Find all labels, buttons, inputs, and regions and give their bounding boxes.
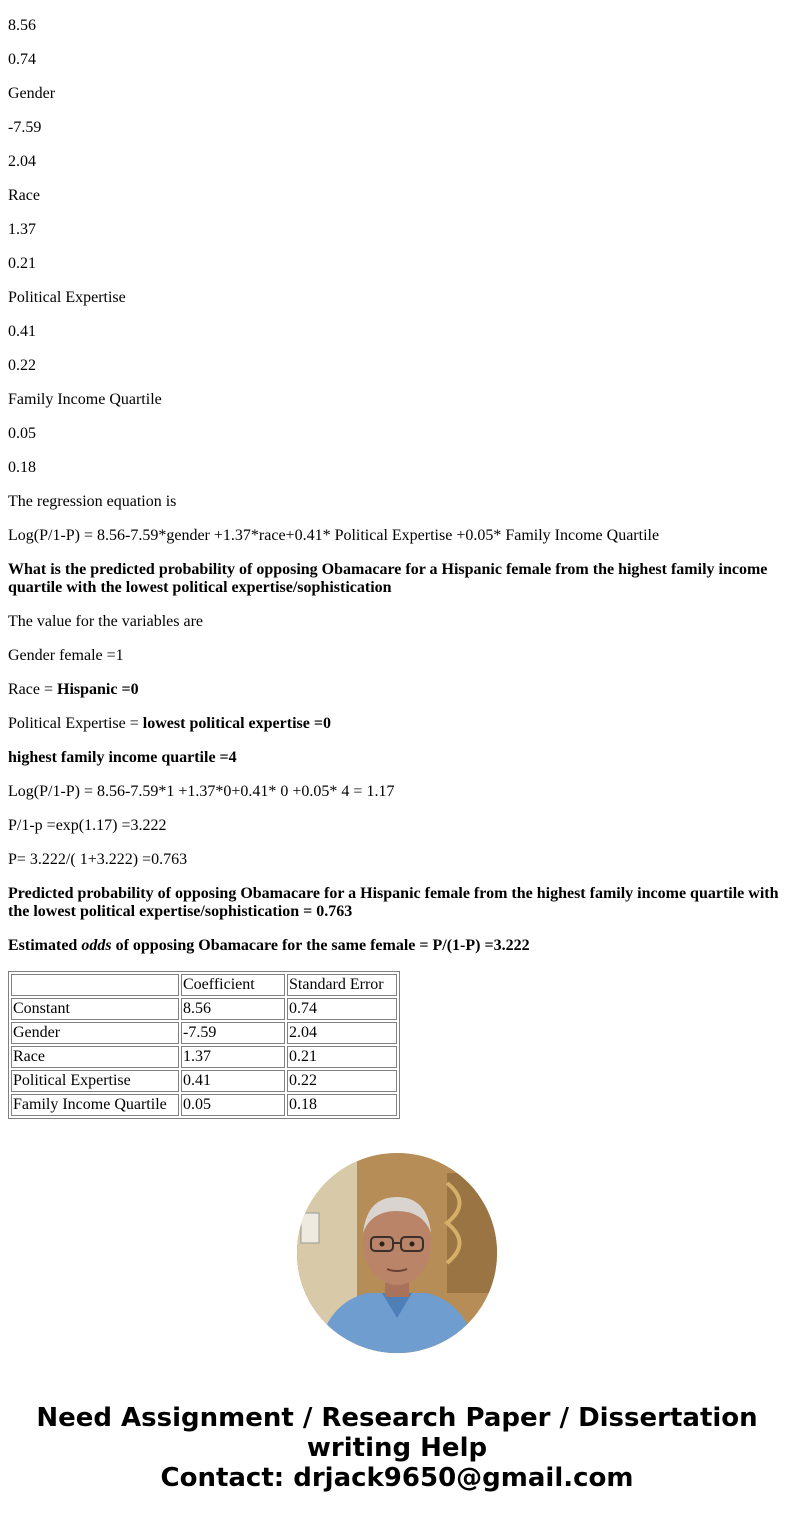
text-line: 0.22 xyxy=(8,357,36,374)
text-line: Family Income Quartile xyxy=(8,391,162,408)
text-line xyxy=(8,0,786,1)
table-header-cell: Coefficient xyxy=(181,974,285,996)
pe-value-line xyxy=(8,715,786,733)
coefficient-table-wrapper xyxy=(8,971,786,1119)
odds-word: odds xyxy=(81,937,112,954)
author-portrait-image xyxy=(297,1153,497,1353)
table-cell: 0.41 xyxy=(181,1070,285,1092)
table-row xyxy=(11,998,397,1020)
text-line: Political Expertise xyxy=(8,289,126,306)
race-prefix: Race = xyxy=(8,681,57,698)
table-row xyxy=(11,1046,397,1068)
promo-contact: Contact: drjack9650@gmail.com xyxy=(160,1463,634,1493)
table-cell: 0.22 xyxy=(287,1070,397,1092)
table-cell: 1.37 xyxy=(181,1046,285,1068)
table-row xyxy=(11,1022,397,1044)
gender-value: Gender female =1 xyxy=(8,647,124,664)
calc-line: Log(P/1-P) = 8.56-7.59*1 +1.37*0+0.41* 0 +0.05* 4 = 1.17 xyxy=(8,783,395,800)
promo-banner xyxy=(0,1403,794,1493)
text-line: 8.56 xyxy=(8,17,36,34)
text-line: 0.74 xyxy=(8,51,36,68)
article-body xyxy=(8,0,786,1119)
race-value: Hispanic =0 xyxy=(57,681,139,698)
table-cell: 8.56 xyxy=(181,998,285,1020)
text-line: Race xyxy=(8,187,40,204)
calc-line: P/1-p =exp(1.17) =3.222 xyxy=(8,817,167,834)
table-header-cell xyxy=(11,974,179,996)
table-cell: Constant xyxy=(11,998,179,1020)
text-line: The regression equation is xyxy=(8,493,177,510)
text-line: 0.05 xyxy=(8,425,36,442)
pe-value: lowest political expertise =0 xyxy=(142,715,331,732)
odds-prefix: Estimated xyxy=(8,937,82,954)
race-value-line xyxy=(8,681,786,699)
text-line: -7.59 xyxy=(8,119,42,136)
coefficient-table xyxy=(8,971,400,1119)
calc-line: P= 3.222/( 1+3.222) =0.763 xyxy=(8,851,188,868)
table-row xyxy=(11,1070,397,1092)
table-cell: 0.21 xyxy=(287,1046,397,1068)
regression-equation: Log(P/1-P) = 8.56-7.59*gender +1.37*race+0.41* Political Expertise +0.05* Family Income Quartile xyxy=(8,527,660,544)
table-cell: Family Income Quartile xyxy=(11,1094,179,1116)
table-header-row xyxy=(11,974,397,996)
odds-suffix: of opposing Obamacare for the same female = P/(1-P) =3.222 xyxy=(111,937,530,954)
text-line: 2.04 xyxy=(8,153,36,170)
income-value: highest family income quartile =4 xyxy=(8,749,237,766)
pe-prefix: Political Expertise = xyxy=(8,715,143,732)
text-line: Gender xyxy=(8,85,56,102)
table-cell: 0.05 xyxy=(181,1094,285,1116)
table-cell: Race xyxy=(11,1046,179,1068)
values-intro: The value for the variables are xyxy=(8,613,204,630)
table-cell: 0.18 xyxy=(287,1094,397,1116)
table-row xyxy=(11,1094,397,1116)
table-header-cell: Standard Error xyxy=(287,974,397,996)
promo-line: writing Help xyxy=(306,1433,488,1463)
question: What is the predicted probability of opposing Obamacare for a Hispanic female from the highest family income quartile with the lowest political expertise/sophistication xyxy=(8,561,768,596)
text-line: 0.21 xyxy=(8,255,36,272)
text-line: 0.41 xyxy=(8,323,36,340)
conclusion: Predicted probability of opposing Obamacare for a Hispanic female from the highest family income quartile with the lowest political expertise/sophistication = 0.763 xyxy=(8,885,779,920)
text-line: 1.37 xyxy=(8,221,36,238)
promo-line: Need Assignment / Research Paper / Dissertation xyxy=(36,1403,758,1433)
table-cell: Political Expertise xyxy=(11,1070,179,1092)
author-avatar xyxy=(297,1153,497,1353)
table-cell: 2.04 xyxy=(287,1022,397,1044)
text-line: 0.18 xyxy=(8,459,36,476)
odds-line xyxy=(8,937,786,955)
table-cell: Gender xyxy=(11,1022,179,1044)
table-cell: -7.59 xyxy=(181,1022,285,1044)
table-cell: 0.74 xyxy=(287,998,397,1020)
